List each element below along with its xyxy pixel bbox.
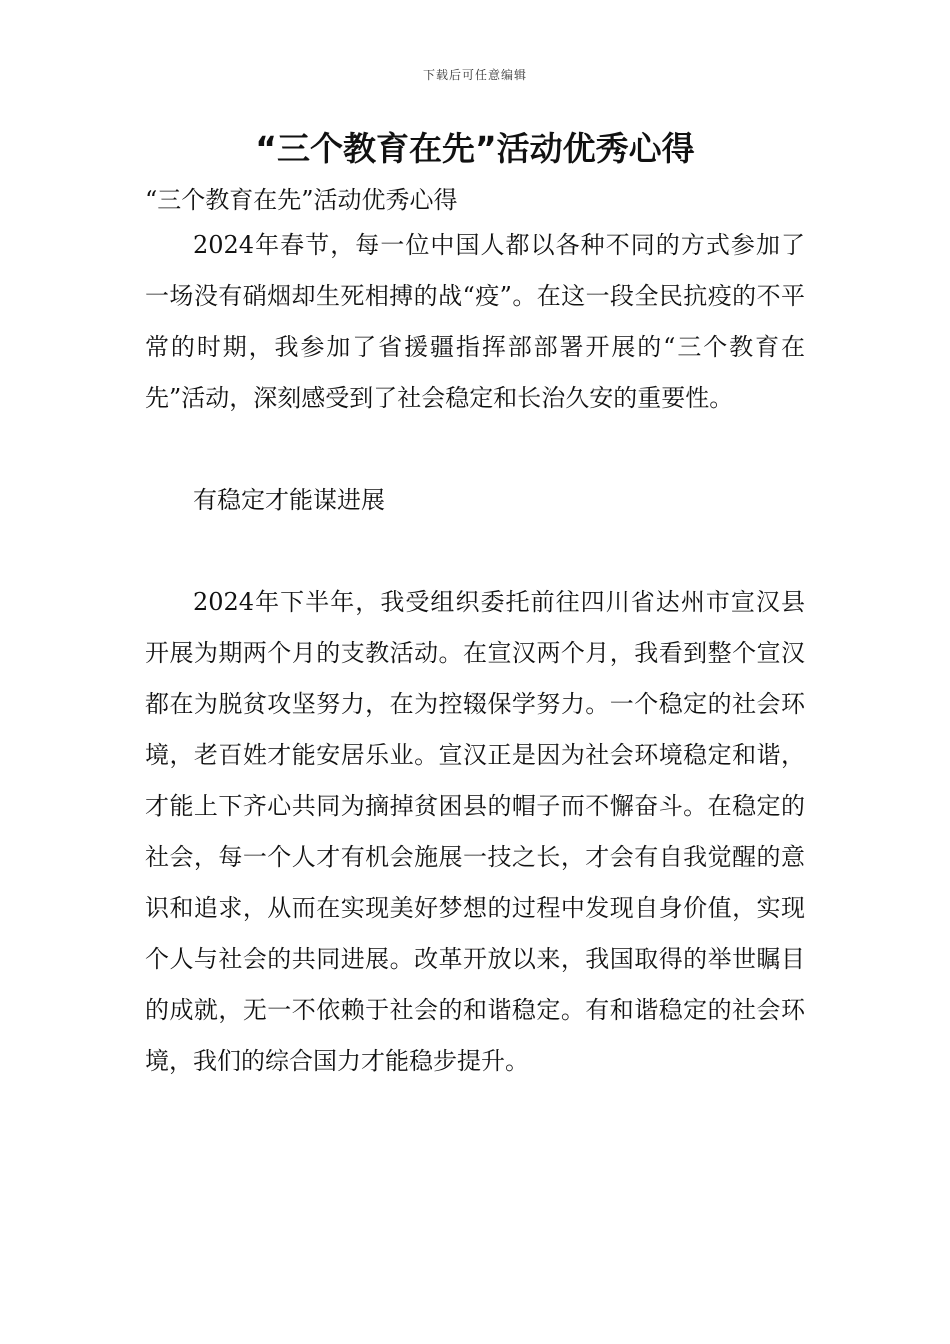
paragraph-support-teaching: 2024年下半年，我受组织委托前往四川省达州市宣汉县开展为期两个月的支教活动。在宣汉两个月，我看到整个宣汉都在为脱贫攻坚努力，在为控辍保学努力。一个稳定的社会环境，老百姓才能安居乐业。宣汉正是因为社会环境稳定和谐，才能上下齐心共同为摘掉贫困县的帽子而不懈奋斗。在稳定的社会，每一个人才有机会施展一技之长，才会有自我觉醒的意识和追求，从而在实现美好梦想的过程中发现自身价值，实现个人与社会的共同进展。改革开放以来，我国取得的举世瞩目的成就，无一不依赖于社会的和谐稳定。有和谐稳定的社会环境，我们的综合国力才能稳步提升。 — [145, 588, 805, 1075]
section-heading: 有稳定才能谋进展 — [193, 486, 385, 514]
header-note: 下载后可任意编辑 — [422, 68, 527, 82]
paragraph-spacer — [145, 526, 805, 577]
document-subtitle: “三个教育在先”活动优秀心得 — [145, 186, 458, 214]
paragraph-spacer — [145, 424, 805, 475]
paragraph-intro: 2024年春节，每一位中国人都以各种不同的方式参加了一场没有硝烟却生死相搏的战“疫”。在这一段全民抗疫的不平常的时期，我参加了省援疆指挥部部署开展的“三个教育在先”活动，深刻感受到了社会稳定和长治久安的重要性。 — [145, 231, 805, 412]
document-body — [145, 180, 805, 1087]
document-title: “三个教育在先”活动优秀心得 — [255, 129, 695, 168]
